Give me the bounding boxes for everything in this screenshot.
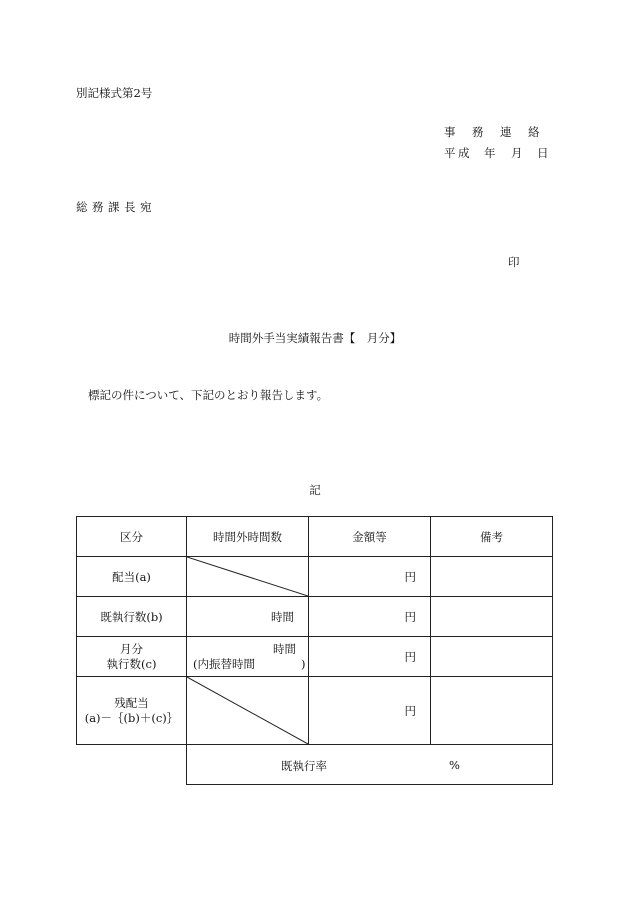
executed-amount-unit: 円 <box>309 597 431 637</box>
ki-label: 記 <box>309 483 321 497</box>
memo-char: 務 <box>472 125 484 139</box>
addressee-char: 課 <box>108 200 120 214</box>
table-row-month <box>77 637 553 677</box>
allocation-label: 配当(a) <box>77 557 187 597</box>
date-line <box>444 143 549 164</box>
addressee-char: 務 <box>92 200 104 214</box>
addressee-char: 宛 <box>140 200 152 214</box>
month-label-line1: 月分 <box>120 641 143 656</box>
remaining-remarks <box>431 677 553 745</box>
intro-text: 標記の件について、下記のとおり報告します。 <box>88 388 329 402</box>
executed-remarks <box>431 597 553 637</box>
month-amount-unit: 円 <box>309 637 431 677</box>
month-label-line2: 執行数(c) <box>106 656 157 671</box>
allocation-amount-unit: 円 <box>309 557 431 597</box>
table-row-allocation <box>77 557 553 597</box>
header-remarks: 備考 <box>431 517 553 557</box>
header-overtime-hours: 時間外時間数 <box>187 517 309 557</box>
diagonal-slash <box>187 677 308 744</box>
allocation-remarks <box>431 557 553 597</box>
memo-char: 連 <box>500 125 512 139</box>
empty-cell <box>77 745 187 785</box>
memo-type <box>444 122 549 143</box>
memo-char: 事 <box>444 125 456 139</box>
executed-label: 既執行数(b) <box>77 597 187 637</box>
remaining-hours-slash <box>187 677 309 745</box>
seal-mark: 印 <box>508 255 520 269</box>
remaining-label <box>77 677 187 745</box>
report-table <box>76 516 553 785</box>
remaining-label-line1: 残配当 <box>114 695 149 710</box>
executed-hours-unit: 時間 <box>187 597 309 637</box>
table-row-executed <box>77 597 553 637</box>
date-char: 日 <box>537 146 549 160</box>
transfer-hours-note: (内振替時間 ) <box>193 656 306 671</box>
table-row-remaining <box>77 677 553 745</box>
month-label <box>77 637 187 677</box>
diagonal-slash <box>187 557 308 596</box>
header-right <box>444 122 549 164</box>
month-remarks <box>431 637 553 677</box>
table-header-row <box>77 517 553 557</box>
table-row-execution-rate <box>77 745 553 785</box>
remaining-label-line2: (a)－｛(b)＋(c)｝ <box>84 710 179 725</box>
allocation-hours-slash <box>187 557 309 597</box>
date-char: 月 <box>511 146 523 160</box>
date-char: 年 <box>484 146 496 160</box>
addressee-char: 総 <box>76 200 88 214</box>
date-char: 成 <box>458 146 470 160</box>
date-char: 平 <box>444 146 456 160</box>
form-number: 別記様式第2号 <box>76 86 153 100</box>
month-hours-unit: 時間 <box>273 641 296 656</box>
document-title: 時間外手当実績報告書【 月分】 <box>228 331 402 345</box>
execution-rate-label: 既執行率 <box>281 759 327 773</box>
percent-unit: % <box>449 758 460 772</box>
month-hours-cell <box>187 637 309 677</box>
addressee-char: 長 <box>124 200 136 214</box>
header-category: 区分 <box>77 517 187 557</box>
memo-char: 絡 <box>528 125 540 139</box>
execution-rate-cell <box>187 745 553 785</box>
header-amount: 金額等 <box>309 517 431 557</box>
addressee <box>76 199 156 215</box>
remaining-amount-unit: 円 <box>309 677 431 745</box>
